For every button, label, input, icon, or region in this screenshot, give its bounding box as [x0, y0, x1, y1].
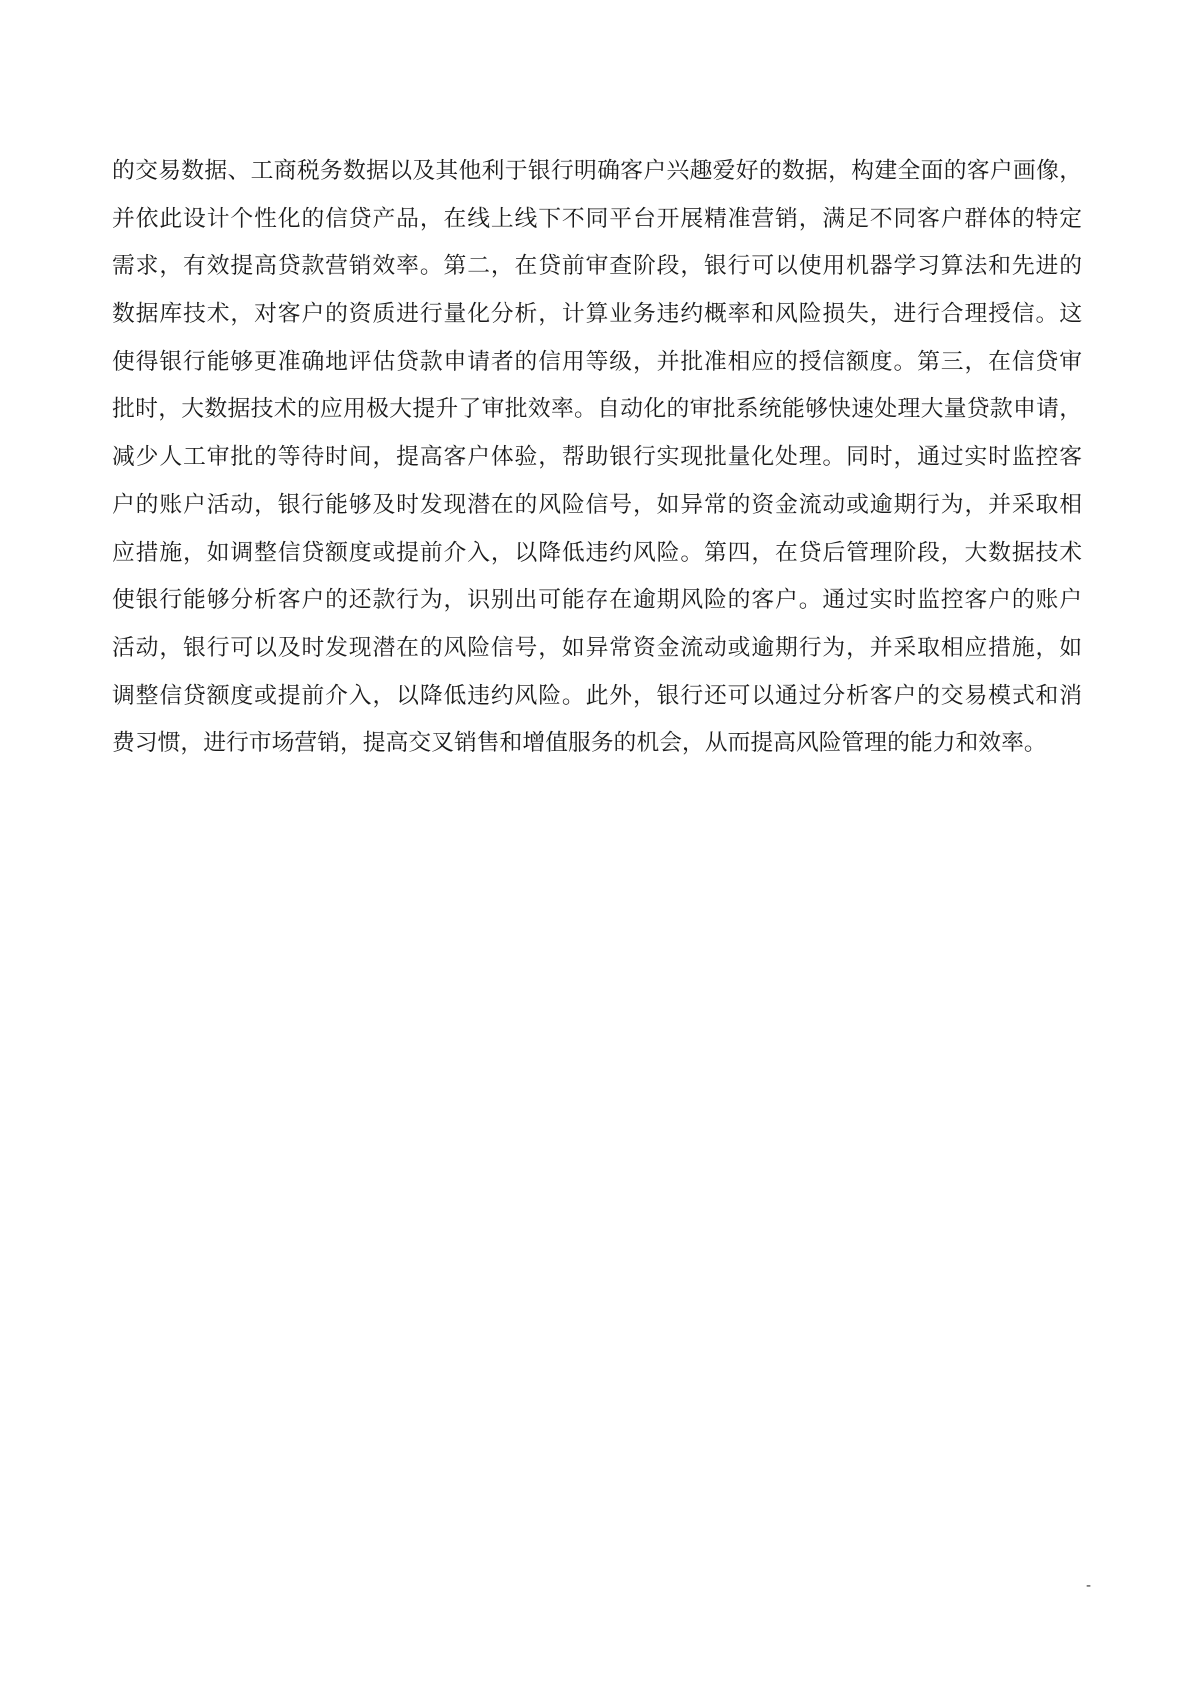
paragraph-line: 应措施，如调整信贷额度或提前介入，以降低违约风险。第四，在贷后管理阶段，大数据技术: [112, 539, 1082, 566]
paragraph-line: 使得银行能够更准确地评估贷款申请者的信用等级，并批准相应的授信额度。第三，在信贷审: [112, 348, 1082, 375]
paragraph-line: 的交易数据、工商税务数据以及其他利于银行明确客户兴趣爱好的数据，构建全面的客户画像，: [112, 158, 1082, 184]
paragraph-line: 批时，大数据技术的应用极大提升了审批效率。自动化的审批系统能够快速处理大量贷款申请，: [112, 396, 1082, 423]
paragraph-line: 减少人工审批的等待时间，提高客户体验，帮助银行实现批量化处理。同时，通过实时监控客: [112, 444, 1082, 471]
paragraph-line: 户的账户活动，银行能够及时发现潜在的风险信号，如异常的资金流动或逾期行为，并采取相: [112, 491, 1082, 518]
paragraph-line: 数据库技术，对客户的资质进行量化分析，计算业务违约概率和风险损失，进行合理授信。这: [112, 301, 1082, 328]
paragraph-line: 调整信贷额度或提前介入，以降低违约风险。此外，银行还可以通过分析客户的交易模式和消: [112, 682, 1082, 709]
paragraph-line: 需求，有效提高贷款营销效率。第二，在贷前审查阶段，银行可以使用机器学习算法和先进的: [112, 253, 1082, 280]
paragraph-line: 费习惯，进行市场营销，提高交叉销售和增值服务的机会，从而提高风险管理的能力和效率。: [112, 730, 1047, 757]
paragraph-line: 使银行能够分析客户的还款行为，识别出可能存在逾期风险的客户。通过实时监控客户的账户: [112, 587, 1082, 614]
page-number-mark: -: [1086, 1578, 1092, 1594]
paragraph-line: 并依此设计个性化的信贷产品，在线上线下不同平台开展精准营销，满足不同客户群体的特定: [112, 205, 1082, 232]
body-paragraph: [112, 148, 1082, 768]
paragraph-line: 活动，银行可以及时发现潜在的风险信号，如异常资金流动或逾期行为，并采取相应措施，如: [112, 634, 1082, 661]
